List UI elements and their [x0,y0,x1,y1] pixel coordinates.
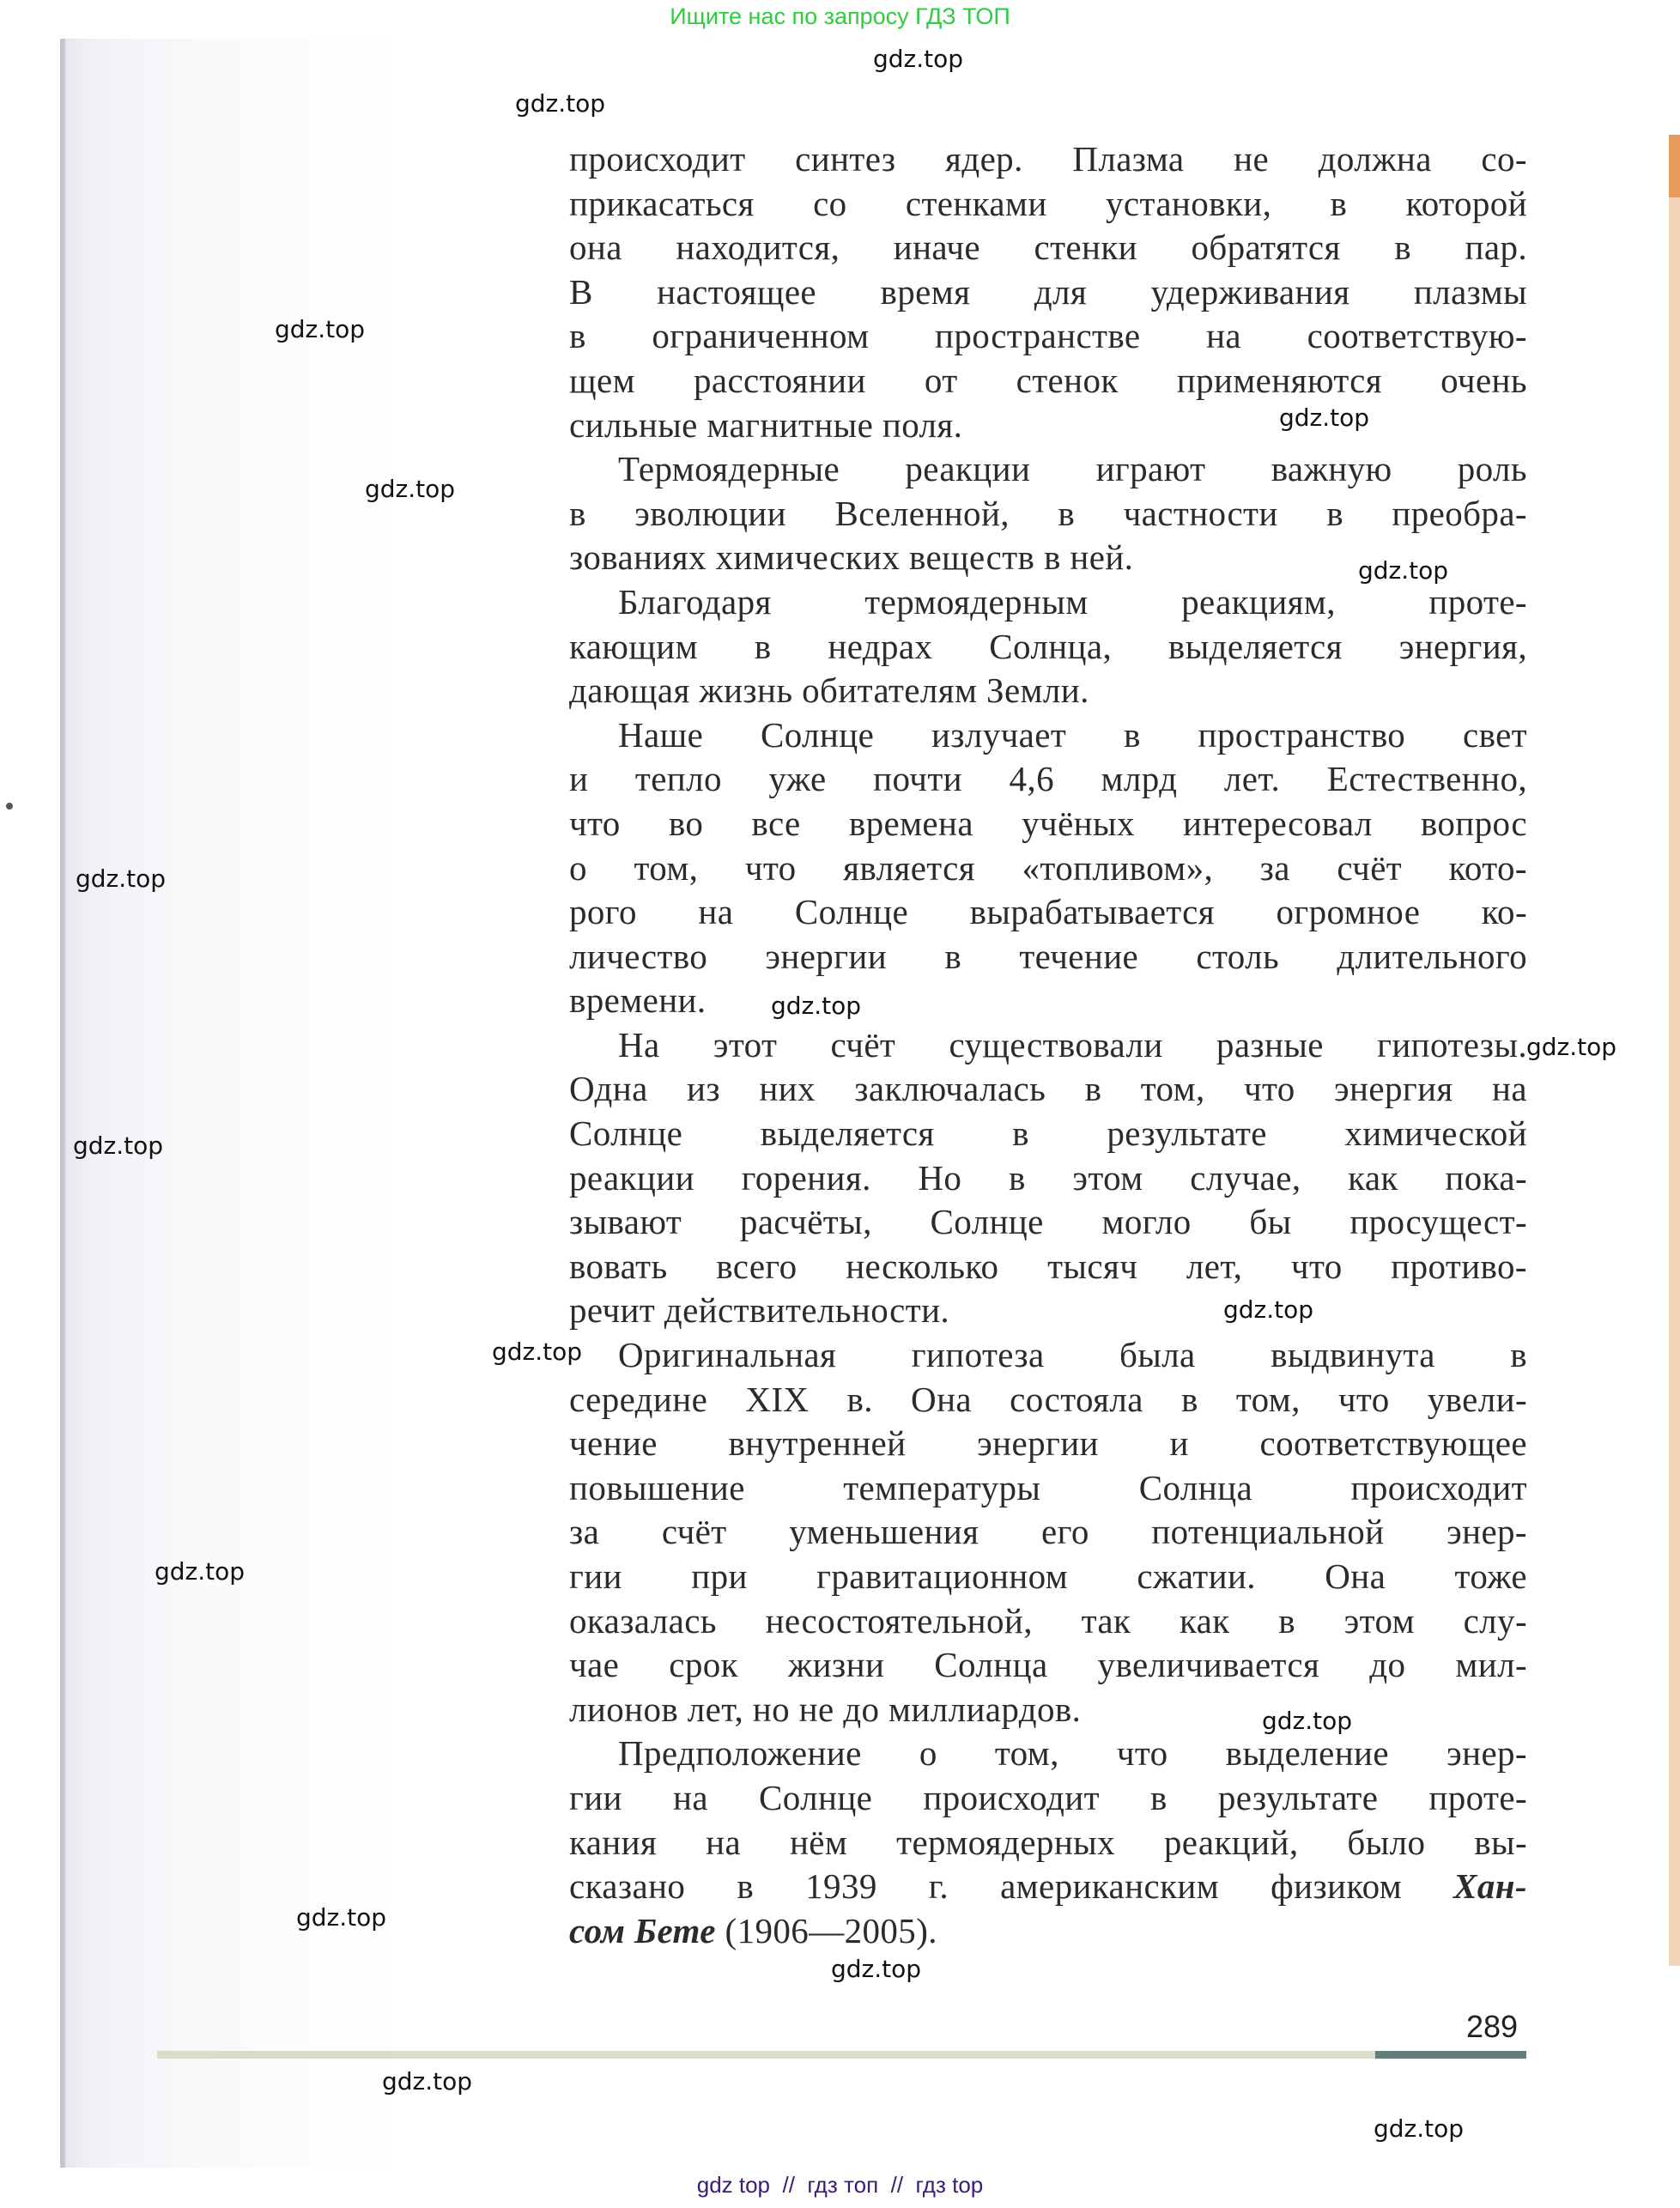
watermark-label: gdz.top [1223,1295,1314,1324]
page-side-tab-marker [1669,135,1680,197]
scientist-name: сом Бете [569,1910,716,1950]
text-line: личество энергии в течение столь длительного [569,936,1527,976]
scientist-name: Хан- [1453,1866,1527,1907]
footer-rule-light [157,2051,1376,2059]
watermark-label: gdz.top [515,89,606,118]
text-line: середине XIX в. Она состояла в том, что увели- [569,1379,1527,1419]
text-line: повышение температуры Солнца происходит [569,1467,1527,1507]
watermark-label: gdz.top [1279,403,1370,432]
body-text [569,137,1527,1953]
text-line: кающим в недрах Солнца, выделяется энергия, [569,626,1527,666]
watermark-label: gdz.top [76,864,167,893]
page-side-tab [1669,135,1680,1966]
watermark-label: gdz.top [73,1131,164,1160]
footer-rule-accent [1375,2051,1526,2059]
watermark-label: gdz.top [492,1338,583,1366]
text-fragment: сказано в 1939 г. американским физиком [569,1866,1454,1907]
text-line: гии при гравитационном сжатии. Она тоже [569,1556,1527,1596]
watermark-label: gdz.top [771,992,862,1020]
text-line: Одна из них заключалась в том, что энергия на [569,1069,1527,1109]
text-line: В настоящее время для удерживания плазмы [569,271,1527,312]
text-line: о том, что является «топливом», за счёт кото- [569,847,1527,888]
text-line: чение внутренней энергии и соответствующее [569,1423,1527,1464]
text-line: Солнце выделяется в результате химической [569,1113,1527,1154]
text-line: вовать всего несколько тысяч лет, что противо- [569,1246,1527,1286]
search-hint-banner: Ищите нас по запросу ГДЗ ТОП [670,3,1010,29]
watermark-label: gdz.top [1526,1033,1617,1061]
watermark-label: gdz.top [382,2067,473,2096]
text-line: рого на Солнце вырабатывается огромное ко- [569,892,1527,932]
watermark-label: gdz.top [873,45,964,73]
text-line: кания на нём термоядерных реакций, было вы- [569,1822,1527,1862]
watermark-label: gdz.top [1358,556,1449,585]
text-line: происходит синтез ядер. Плазма не должна со- [569,139,1527,179]
text-line: и тепло уже почти 4,6 млрд лет. Естественно, [569,759,1527,799]
text-line: зывают расчёты, Солнце могло бы просущест- [569,1202,1527,1242]
text-line: в ограниченном пространстве на соответствую- [569,316,1527,356]
text-line: реакции горения. Но в этом случае, как пока- [569,1157,1527,1198]
text-line [569,1909,1527,1954]
text-line: лионов лет, но не до миллиардов. [569,1689,1082,1729]
watermark-label: gdz.top [296,1903,387,1932]
watermark-label: gdz.top [1262,1707,1353,1735]
watermark-label: gdz.top [365,475,456,503]
page-number: 289 [1466,2009,1519,2044]
text-line: речит действительности. [569,1290,950,1331]
text-line: На этот счёт существовали разные гипотезы. [618,1024,1527,1065]
text-line: в эволюции Вселенной, в частности в преобра- [569,493,1527,533]
watermark-label: gdz.top [831,1955,922,1983]
watermark-label: gdz.top [275,315,366,343]
text-line: оказалась несостоятельной, так как в этом слу- [569,1600,1527,1641]
text-line: что во все времена учёных интересовал вопрос [569,803,1527,843]
text-line: гии на Солнце происходит в результате проте- [569,1777,1527,1817]
page-edge-shadow [60,39,65,2168]
text-line: времени. [569,980,707,1021]
text-line: зованиях химических веществ в ней. [569,537,1134,578]
text-line: Благодаря термоядерным реакциям, проте- [618,581,1527,622]
text-line: она находится, иначе стенки обратятся в пар. [569,227,1527,268]
text-line: за счёт уменьшения его потенциальной энер- [569,1512,1527,1552]
text-line: дающая жизнь обитателям Земли. [569,670,1089,711]
text-line: Оригинальная гипотеза была выдвинута в [618,1335,1527,1375]
text-line: Предположение о том, что выделение энер- [618,1733,1527,1774]
text-line: чае срок жизни Солнца увеличивается до мил- [569,1645,1527,1685]
text-line: Термоядерные реакции играют важную роль [618,449,1527,489]
text-line: щем расстоянии от стенок применяются очень [569,360,1527,400]
text-fragment: (1906—2005). [715,1910,937,1950]
text-line: сильные магнитные поля. [569,404,963,445]
footer-links[interactable]: gdz top // гдз топ // гдз top [696,2172,984,2198]
watermark-label: gdz.top [155,1557,246,1586]
text-line: прикасаться со стенками установки, в которой [569,183,1527,223]
text-line [569,1865,1527,1909]
scan-dust-speck [6,803,13,810]
watermark-label: gdz.top [1374,2114,1465,2143]
text-line: Наше Солнце излучает в пространство свет [618,714,1527,755]
